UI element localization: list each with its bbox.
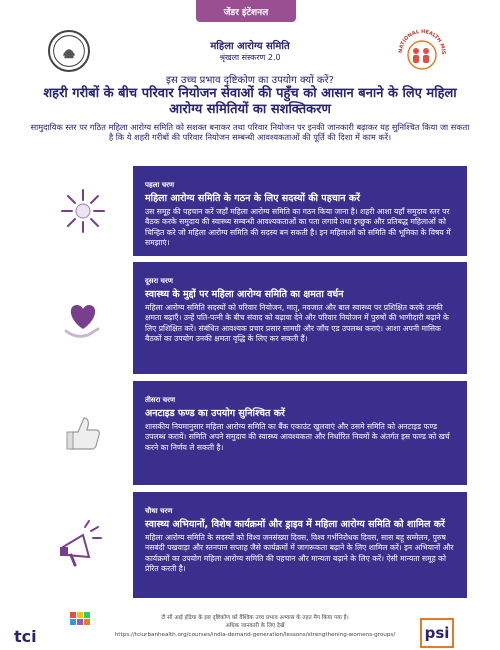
why-question: इस उच्च प्रभाव दृष्टिकोण का उपयोग क्यों करें? xyxy=(166,75,334,86)
thumbs-up-icon xyxy=(33,381,133,485)
step-3-phase: तीसरा चरण xyxy=(145,396,176,404)
step-2-body: महिला आरोग्य समिति सदस्यों को परिवार नियोजन, मातृ, नवजात और बाल स्वास्थ्य पर प्रशिक्षित करके उनकी क्षमता बढ़ाएँ। उन्हें पति-पत्नी के बीच संवाद को बढ़ावा देने और परिवार नियोजन में पुरुषों की भागीदारी बढ़ाने के लिए प्रशिक्षित करें। संबंधित आवश्यक प्रचार प्रसार सामग्री और जाँच एड उपलब्ध कराएं। आशा अपनी मासिक बैठकों का उपयोग उनकी क्षमता वृद्धि के लिए कर सकती हैं। xyxy=(145,303,449,343)
step-card-1 xyxy=(33,166,467,256)
footer-url[interactable]: https://tciurbanhealth.org/courses/india-demand-generation/lessons/strengthening-womens-groups/ xyxy=(114,631,396,638)
footer-line-2: अधिक जानकारी के लिए देखें xyxy=(225,623,285,630)
step-2-title: स्वास्थ्य के मुद्दों पर महिला आरोग्य समिति का क्षमता वर्धन xyxy=(145,289,344,300)
megaphone-icon xyxy=(33,492,133,598)
main-heading: शहरी गरीबों के बीच परिवार नियोजन सेवाओं की पहुँच को आसान बनाने के लिए महिला आरोग्य समितियों का सशक्तिकरण xyxy=(43,86,457,118)
step-1-body: उस समूह की पहचान करें जहाँ महिला आरोग्य समिति का गठन किया जाना है। शहरी आशा यहाँ समुदाय स्तर पर बैठक करके समुदाय की स्वास्थ्य सम्बन्धी आवश्यकताओं का पता लगाये तथा इच्छुक और प्रतिबद्ध महिलाओं को चिन्हित करे जो महिला आरोग्य समिति की सदस्य बन सकती है। इन महिलाओं को समिति की भूमिका के विषय में समझाएं। xyxy=(145,207,451,247)
intro-text: सामुदायिक स्तर पर गठित महिला आरोग्य समिति को सशक्त बनाकर तथा परिवार नियोजन पर इनकी जानकारी बढ़ाकर यह सुनिश्चित किया जा सकता है कि ये शहरी गरीबों की परिवार नियोजन सम्बन्धी आवश्यकताओं की पूर्ति की दिशा में काम करें। xyxy=(30,122,470,142)
sun-icon xyxy=(33,166,133,256)
step-card-2 xyxy=(33,262,467,374)
step-4-body: महिला आरोग्य समिति के सदस्यों को विश्व जनसंख्या दिवस, विश्व गर्भनिरोधक दिवस, सास बहू सम्मेलन, पुरुष नसबंदी पखवाड़ा और स्तनपान सप्ताह जैसे कार्यक्रमों में जागरूकता बढ़ाने के लिए शामिल करें। इन अभियानों और कार्यक्रमों का उपयोग महिला आरोग्य समिति की पहचान और मान्यता बढ़ाने के लिए करें। ऐसी मान्यता समूह को प्रेरित करती है। xyxy=(145,533,454,573)
step-card-3 xyxy=(33,381,467,485)
step-4-title: स्वास्थ्य अभियानों, विशेष कार्यक्रमों और ड्राइव में महिला आरोग्य समिति को शामिल करें xyxy=(145,519,445,530)
state-emblem-logo xyxy=(48,30,90,72)
step-3-title: अनटाइड फण्ड का उपयोग सुनिश्चित करें xyxy=(145,408,285,419)
footer-line-1: टी सी आई इंडिया के इस दृष्टिकोण को वैश्विक उच्च प्रभाव अभ्यास के तहत मैप किया गया है। xyxy=(161,615,349,621)
page-title: महिला आरोग्य समिति xyxy=(210,41,290,52)
step-card-4 xyxy=(33,492,467,598)
tci-logo xyxy=(8,610,118,646)
nhm-logo-text: NATIONAL HEALTH MIS xyxy=(397,28,447,55)
step-2-phase: दूसरा चरण xyxy=(145,277,173,285)
page-subtitle: श्रृंखला संस्करण 2.0 xyxy=(219,53,281,62)
heart-in-hand-icon xyxy=(33,262,133,374)
footer-note xyxy=(110,614,400,639)
gender-intentional-tag: जेंडर इंटेंशनल xyxy=(196,0,296,22)
psi-logo: psi xyxy=(420,618,454,648)
step-1-title: महिला आरोग्य समिति के गठन के लिए सदस्यों की पहचान करें xyxy=(145,193,360,204)
step-4-phase: चौथा चरण xyxy=(145,507,173,515)
step-3-body: शासकीय नियमानुसार महिला आरोग्य समिति का बैंक एकाउंट खुलवाएं और उसमे समिति को अनटाइड फण्ड उपलब्ध करायें। समिति अपने समुदाय की स्वास्थ्य आवश्यकता और निर्धारित नियमों के अंतर्गत इस फण्ड को खर्च करने का निर्णय ले सकती है। xyxy=(145,422,450,452)
step-1-phase: पहला चरण xyxy=(145,181,175,189)
tci-logo-text: tci xyxy=(14,627,37,646)
